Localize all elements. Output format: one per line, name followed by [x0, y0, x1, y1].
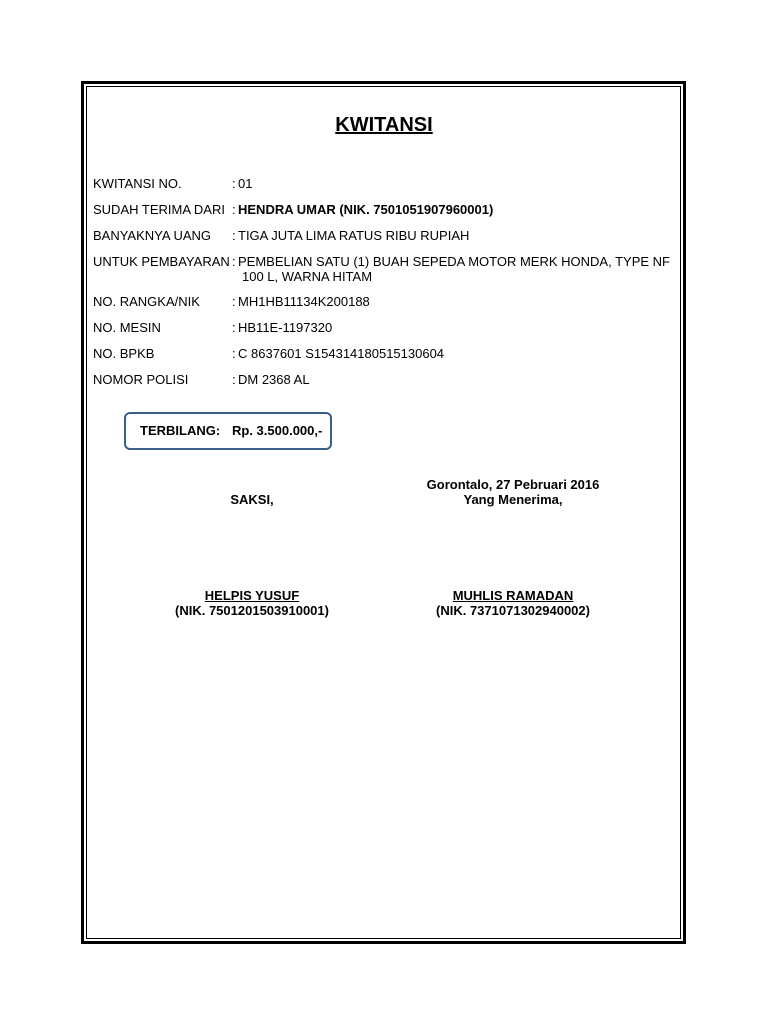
field-label: NO. MESIN — [93, 320, 161, 335]
field-value: C 8637601 S154314180515130604 — [238, 346, 445, 361]
field-colon: : — [232, 254, 236, 269]
field-value: HENDRA UMAR (NIK. 7501051907960001) — [238, 202, 494, 217]
field-label: UNTUK PEMBAYARAN — [93, 254, 230, 269]
amount-box — [124, 412, 332, 450]
field-value-line: PEMBELIAN SATU (1) BUAH SEPEDA MOTOR MERK HONDA, TYPE NF — [238, 254, 670, 269]
field-value: MH1HB11134K200188 — [238, 294, 370, 309]
amount-label: TERBILANG: — [140, 423, 221, 438]
field-colon: : — [232, 228, 236, 243]
field-colon: : — [232, 176, 236, 191]
field-value: TIGA JUTA LIMA RATUS RIBU RUPIAH — [238, 228, 470, 243]
field-label: NO. BPKB — [93, 346, 155, 361]
field-label: KWITANSI NO. — [93, 176, 182, 191]
field-label: NO. RANGKA/NIK — [93, 294, 200, 309]
field-colon: : — [232, 372, 236, 387]
field-colon: : — [232, 294, 236, 309]
amount-value: Rp. 3.500.000,- — [232, 423, 323, 438]
document-title: KWITANSI — [335, 114, 433, 136]
field-colon: : — [232, 202, 236, 217]
witness-heading: SAKSI, — [230, 492, 274, 507]
field-colon: : — [232, 346, 236, 361]
receiver-heading: Yang Menerima, — [463, 492, 563, 507]
field-value: HB11E-1197320 — [238, 320, 333, 335]
field-value — [238, 254, 683, 284]
witness-name: HELPIS YUSUF — [204, 588, 300, 603]
field-value: 01 — [238, 176, 253, 191]
field-label: SUDAH TERIMA DARI — [93, 202, 225, 217]
field-label: NOMOR POLISI — [93, 372, 189, 387]
field-value-line: 100 L, WARNA HITAM — [242, 269, 373, 284]
witness-nik: (NIK. 7501201503910001) — [175, 603, 329, 618]
field-label: BANYAKNYA UANG — [93, 228, 211, 243]
receiver-name: MUHLIS RAMADAN — [452, 588, 574, 603]
field-colon: : — [232, 320, 236, 335]
place-date: Gorontalo, 27 Pebruari 2016 — [426, 477, 600, 492]
field-value: DM 2368 AL — [238, 372, 310, 387]
receiver-nik: (NIK. 7371071302940002) — [436, 603, 590, 618]
